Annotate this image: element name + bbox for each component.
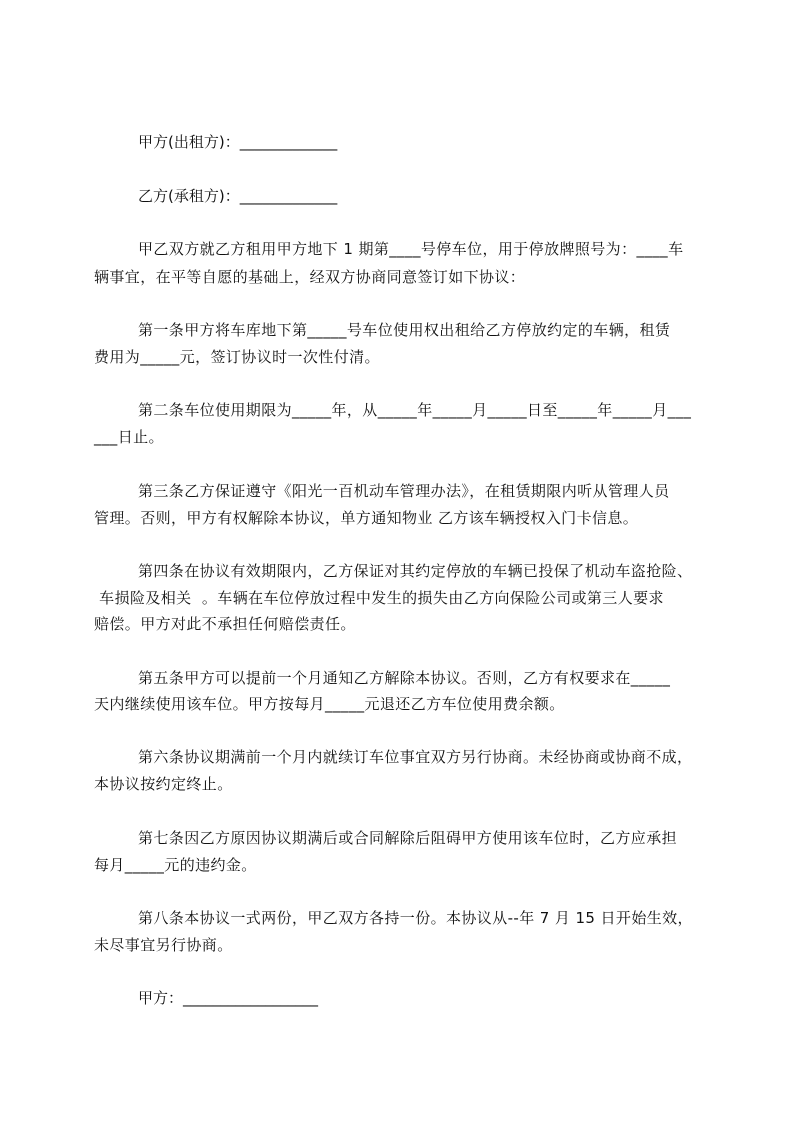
article-3-line-1: 第三条乙方保证遵守《阳光一百机动车管理办法》，在租赁期限内听从管理人员 [138, 482, 670, 500]
party-b-field: 乙方(承租方)：_____________ [138, 187, 338, 205]
article-7-line-1: 第七条因乙方原因协议期满后或合同解除后阻碍甲方使用该车位时，乙方应承担 [138, 829, 678, 847]
article-7-line-2: 每月_____元的违约金。 [94, 856, 257, 874]
article-1-line-2: 费用为_____元，签订协议时一次性付清。 [94, 348, 380, 366]
intro-line-2: 辆事宜，在平等自愿的基础上，经双方协商同意签订如下协议： [94, 268, 526, 286]
article-1-line-1: 第一条甲方将车库地下第_____号车位使用权出租给乙方停放约定的车辆，租赁 [138, 321, 671, 339]
article-2-line-1: 第二条车位使用期限为_____年，从_____年_____月_____日至_____年_____月___ [138, 401, 692, 419]
article-6-line-1: 第六条协议期满前一个月内就续订车位事宜双方另行协商。未经协商或协商不成， [138, 748, 693, 766]
signature-party-a: 甲方：__________________ [138, 989, 319, 1007]
article-2-line-2: ___日止。 [94, 428, 164, 446]
article-4-line-3: 赔偿。甲方对此不承担任何赔偿责任。 [94, 615, 356, 633]
article-6-line-2: 本协议按约定终止。 [94, 775, 233, 793]
article-3-line-2: 管理。否则，甲方有权解除本协议，单方通知物业 乙方该车辆授权入门卡信息。 [94, 509, 639, 527]
article-4-line-1: 第四条在协议有效期限内，乙方保证对其约定停放的车辆已投保了机动车盗抢险、 [138, 562, 693, 580]
article-4-line-2: 车损险及相关 。车辆在车位停放过程中发生的损失由乙方向保险公司或第三人要求 [94, 589, 664, 607]
article-8-line-1: 第八条本协议一式两份，甲乙双方各持一份。本协议从--年 7 月 15 日开始生效， [138, 909, 693, 927]
article-8-line-2: 未尽事宜另行协商。 [94, 936, 233, 954]
article-5-line-1: 第五条甲方可以提前一个月通知乙方解除本协议。否则，乙方有权要求在_____ [138, 669, 671, 687]
article-5-line-2: 天内继续使用该车位。甲方按每月_____元退还乙方车位使用费余额。 [94, 695, 565, 713]
party-a-field: 甲方(出租方)：_____________ [138, 133, 338, 151]
intro-line-1: 甲乙双方就乙方租用甲方地下 1 期第____号停车位，用于停放牌照号为：____车 [138, 240, 684, 258]
